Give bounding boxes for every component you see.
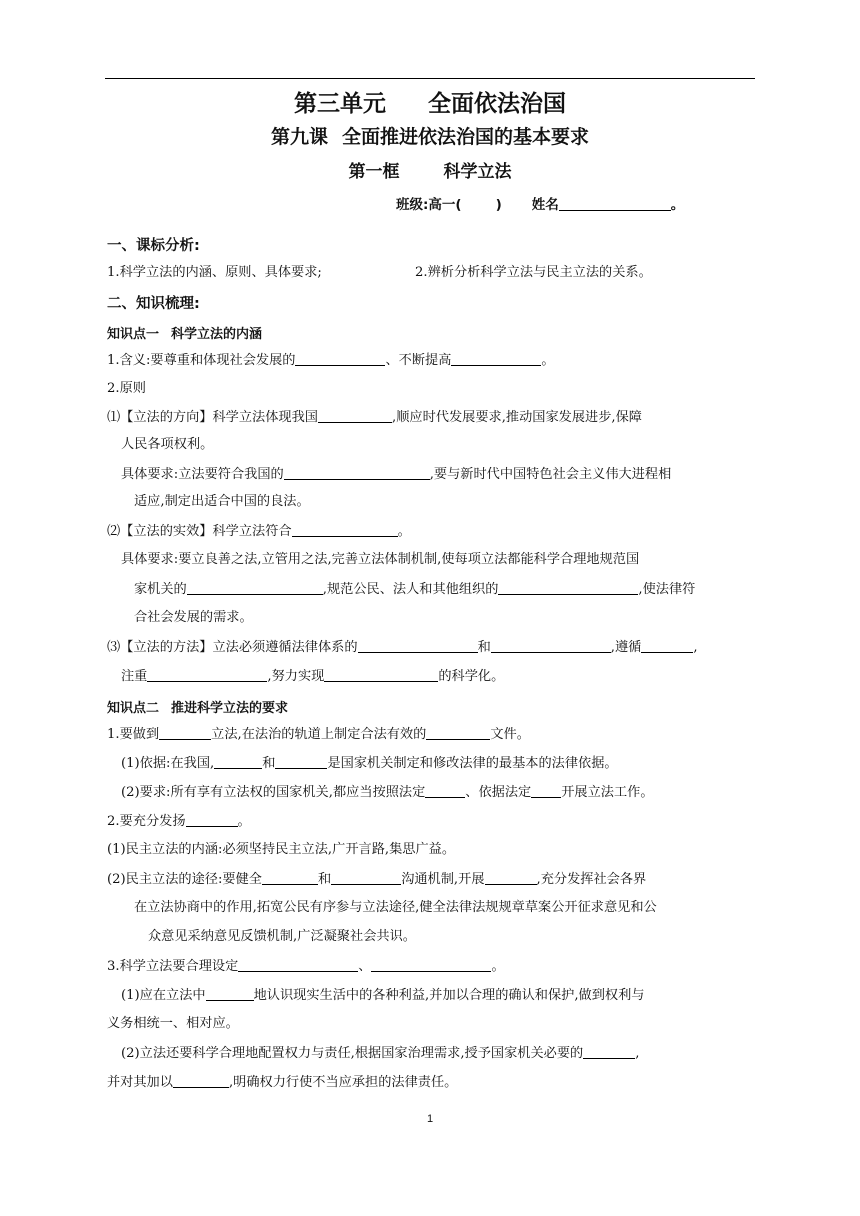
line-principles: 2.原则: [107, 381, 146, 396]
answer-blank[interactable]: [371, 957, 491, 972]
line-definition: 1.含义:要尊重和体现社会发展的 、不断提高 。: [107, 353, 555, 368]
section-heading-knowledge: 二、知识梳理:: [107, 296, 200, 312]
answer-blank[interactable]: [186, 812, 238, 827]
answer-blank[interactable]: [324, 667, 438, 682]
kp2-label: 知识点二: [107, 701, 160, 716]
line-power-config: (2)立法还要科学合理地配置权力与责任,根据国家治理需求,授予国家机关必要的 ,: [121, 1046, 640, 1061]
answer-blank[interactable]: [275, 754, 327, 769]
answer-blank[interactable]: [206, 986, 254, 1001]
answer-blank[interactable]: [187, 580, 323, 595]
page-number: 1: [426, 1113, 434, 1125]
line-direction: ⑴【立法的方向】科学立法体现我国 ,顺应时代发展要求,推动国家发展进步,保障: [107, 410, 642, 425]
answer-blank[interactable]: [238, 957, 358, 972]
line-direction-requirement: 具体要求:立法要符合我国的 ,要与新时代中国特色社会主义伟大进程相: [121, 467, 672, 482]
class-close: ): [495, 197, 502, 213]
line-direction-requirement-cont: 适应,制定出适合中国的良法。: [134, 494, 310, 509]
curriculum-item-1: 1.科学立法的内涵、原则、具体要求;: [107, 265, 322, 280]
answer-blank[interactable]: [331, 870, 401, 885]
answer-blank[interactable]: [358, 638, 478, 653]
answer-blank[interactable]: [583, 1044, 635, 1059]
frame-number: 第一框: [348, 162, 400, 182]
lesson-name: 全面推进依法治国的基本要求: [342, 126, 590, 148]
line-democracy-approach-2: 在立法协商中的作用,拓宽公民有序参与立法途径,健全法律法规规章草案公开征求意见和公: [134, 900, 657, 915]
answer-blank[interactable]: [451, 351, 541, 366]
line-lawful-requirement: (2)要求:所有享有立法权的国家机关,都应当按照法定 、依据法定 开展立法工作。: [121, 785, 654, 800]
answer-blank[interactable]: [159, 725, 211, 740]
line-method: ⑶【立法的方法】立法必须遵循法律体系的 和 ,遵循 ,: [107, 640, 698, 655]
class-label: 班级:高一(: [396, 197, 462, 213]
line-effect-requirement: 具体要求:要立良善之法,立管用之法,完善立法体制机制,使每项立法都能科学合理地规范国: [121, 552, 640, 567]
frame-title: [0, 157, 860, 182]
answer-blank[interactable]: [173, 1073, 229, 1088]
lesson-number: 第九课: [270, 126, 328, 148]
section-heading-curriculum: 一、课标分析:: [107, 238, 200, 254]
answer-blank[interactable]: [147, 667, 267, 682]
name-blank[interactable]: [559, 196, 671, 211]
answer-blank[interactable]: [426, 725, 490, 740]
knowledge-point-2-title: [107, 697, 288, 716]
lesson-title: [0, 122, 860, 149]
line-democracy-meaning: (1)民主立法的内涵:必须坚持民主立法,广开言路,集思广益。: [107, 842, 456, 857]
line-lawful-basis: (1)依据:在我国, 和 是国家机关制定和修改法律的最基本的法律依据。: [121, 756, 618, 771]
unit-title: [0, 85, 860, 118]
answer-blank[interactable]: [295, 351, 385, 366]
line-democracy-approach: (2)民主立法的途径:要健全 和 沟通机制,开展 ,充分发挥社会各界: [107, 872, 647, 887]
answer-blank[interactable]: [641, 638, 693, 653]
line-method-cont: 注重 ,努力实现 的科学化。: [121, 669, 505, 684]
answer-blank[interactable]: [498, 580, 638, 595]
line-direction-cont: 人民各项权利。: [121, 437, 214, 452]
unit-name: 全面依法治国: [428, 91, 566, 117]
line-democracy: 2.要充分发扬 。: [107, 814, 251, 829]
answer-blank[interactable]: [214, 754, 262, 769]
answer-blank[interactable]: [292, 522, 398, 537]
kp1-name: 科学立法的内涵: [171, 327, 263, 342]
answer-blank[interactable]: [284, 465, 430, 480]
name-end: 。: [670, 197, 685, 213]
line-power-config-cont: 并对其加以 ,明确权力行使不当应承担的法律责任。: [107, 1075, 458, 1090]
frame-name: 科学立法: [443, 162, 512, 182]
name-label: 姓名: [531, 197, 559, 213]
student-info-line: [396, 193, 684, 213]
answer-blank[interactable]: [491, 638, 611, 653]
line-rights-duties: 3.科学立法要合理设定 、 。: [107, 959, 505, 974]
line-effect: ⑵【立法的实效】科学立法符合 。: [107, 524, 411, 539]
line-effect-requirement-3: 合社会发展的需求。: [134, 610, 253, 625]
line-interests-cont: 义务相统一、相对应。: [107, 1016, 239, 1031]
knowledge-point-1-title: [107, 323, 262, 342]
unit-number: 第三单元: [294, 91, 386, 117]
line-lawful: 1.要做到 立法,在法治的轨道上制定合法有效的 文件。: [107, 727, 530, 742]
line-interests: (1)应在立法中 地认识现实生活中的各种利益,并加以合理的确认和保护,做到权利与: [121, 988, 645, 1003]
answer-blank[interactable]: [262, 870, 318, 885]
line-democracy-approach-3: 众意见采纳意见反馈机制,广泛凝聚社会共识。: [148, 929, 416, 944]
answer-blank[interactable]: [485, 870, 537, 885]
kp1-label: 知识点一: [107, 327, 160, 342]
kp2-name: 推进科学立法的要求: [171, 701, 289, 716]
header-rule: [105, 78, 755, 79]
answer-blank[interactable]: [318, 408, 392, 423]
curriculum-item-2: 2.辨析分析科学立法与民主立法的关系。: [415, 265, 652, 280]
answer-blank[interactable]: [531, 783, 561, 798]
line-effect-requirement-2: 家机关的 ,规范公民、法人和其他组织的 ,使法律符: [134, 582, 696, 597]
answer-blank[interactable]: [425, 783, 465, 798]
